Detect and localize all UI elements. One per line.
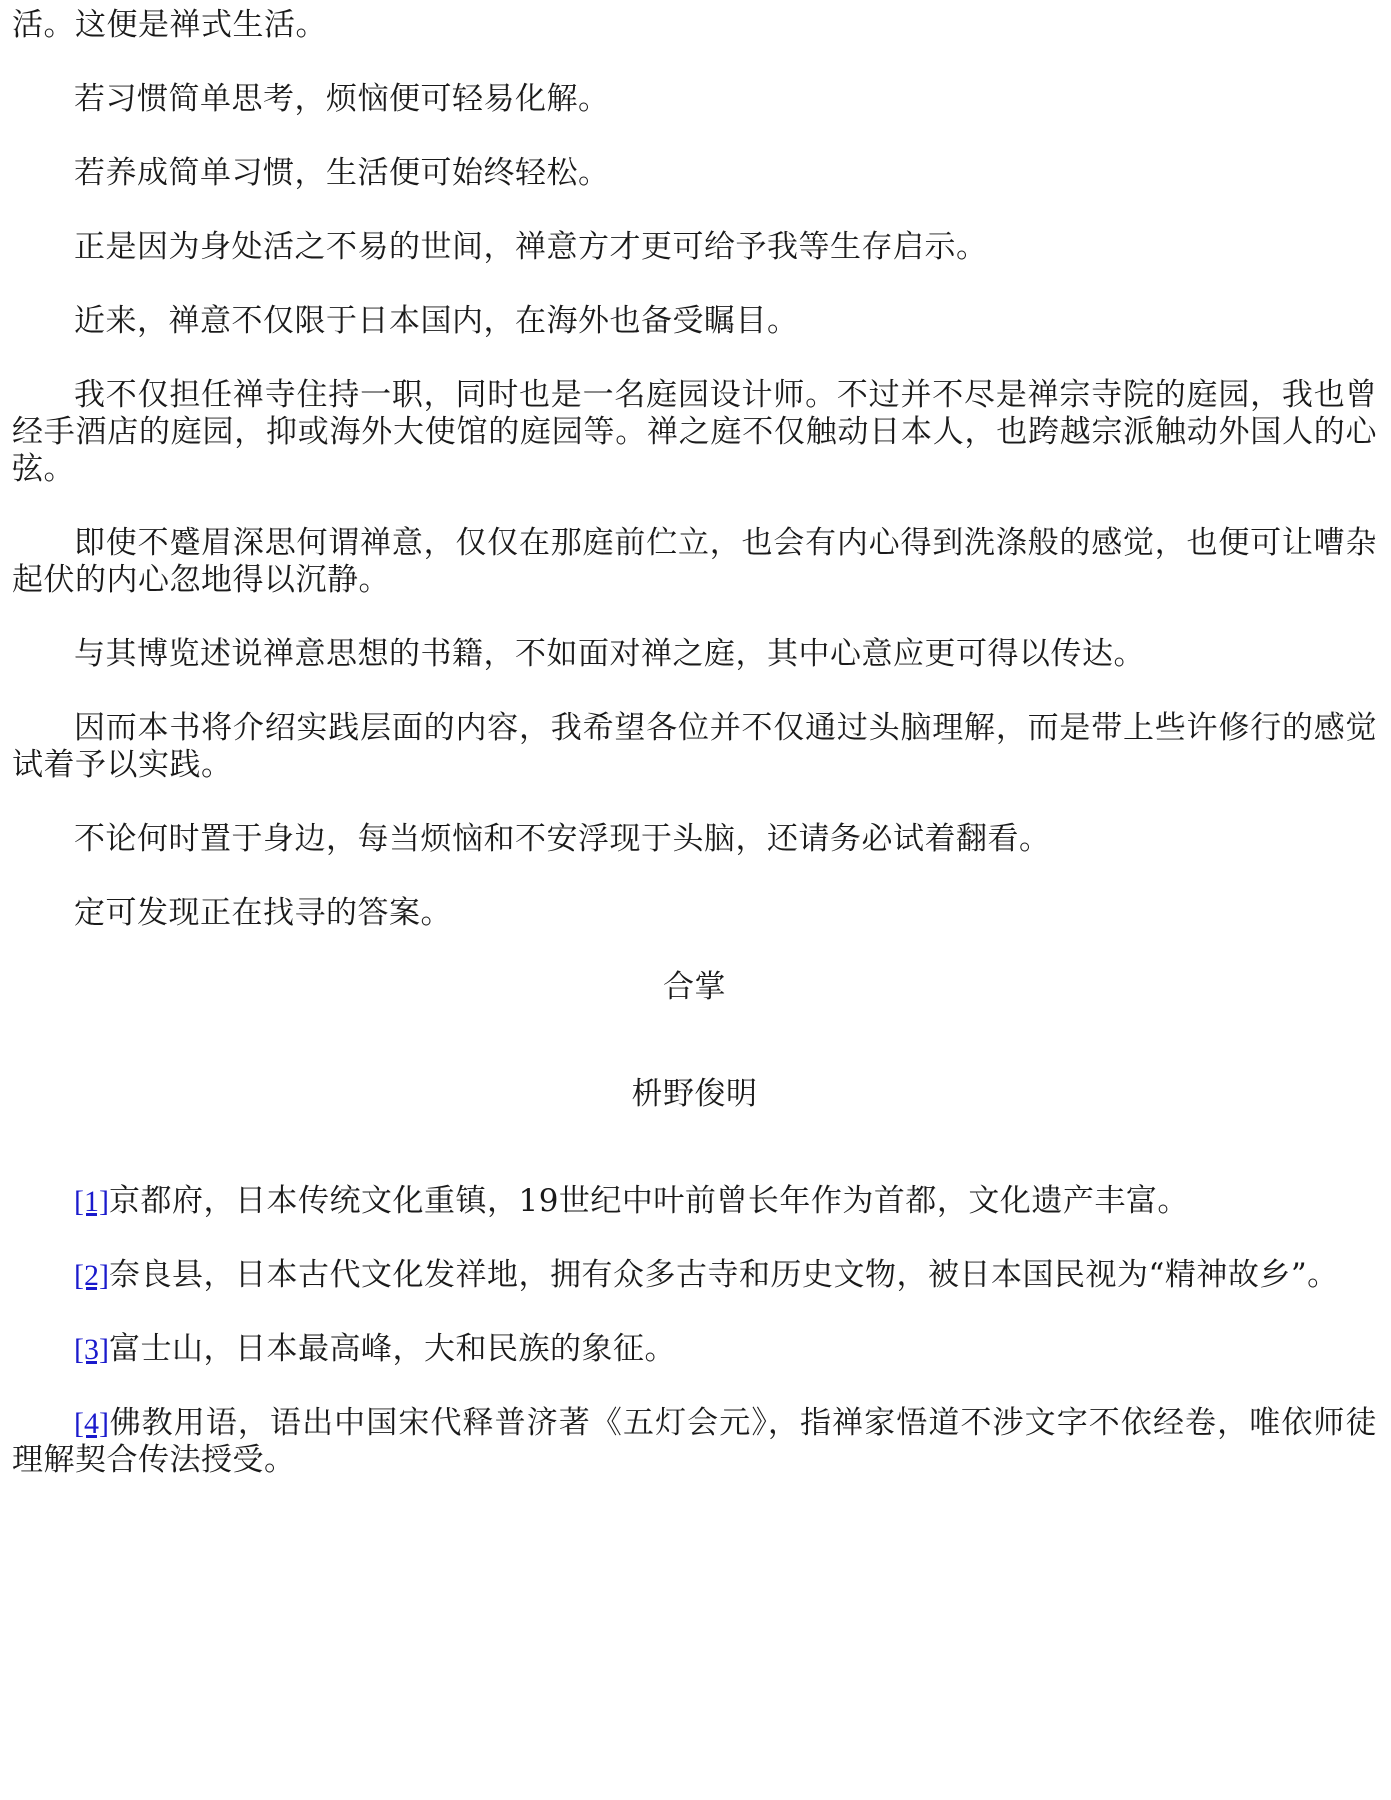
paragraph: 我不仅担任禅寺住持一职，同时也是一名庭园设计师。不过并不尽是禅宗寺院的庭园，我也曾经手酒店的庭园，抑或海外大使馆的庭园等。禅之庭不仅触动日本人，也跨越宗派触动外国人的心弦。 xyxy=(12,377,1377,487)
document-page xyxy=(12,0,1377,1479)
paragraph: 近来，禅意不仅限于日本国内，在海外也备受瞩目。 xyxy=(74,303,799,339)
footnote-text: 富士山，日本最高峰，大和民族的象征。 xyxy=(108,1331,676,1367)
signoff: 合掌 xyxy=(663,969,726,1005)
footnote-link[interactable]: [4] xyxy=(74,1407,109,1440)
paragraph: 与其博览述说禅意思想的书籍，不如面对禅之庭，其中心意应更可得以传达。 xyxy=(74,636,1145,672)
paragraph: 即使不蹙眉深思何谓禅意，仅仅在那庭前伫立，也会有内心得到洗涤般的感觉，也便可让嘈杂起伏的内心忽地得以沉静。 xyxy=(12,525,1377,598)
footnote-link[interactable]: [3] xyxy=(74,1333,109,1366)
footnote-item xyxy=(12,1405,1377,1479)
footnote-item xyxy=(12,1183,1377,1220)
footnote-text: 佛教用语，语出中国宋代释普济著《五灯会元》，指禅家悟道不涉文字不依经卷，唯依师徒理解契合传法授受。 xyxy=(12,1405,1377,1478)
footnote-link[interactable]: [1] xyxy=(74,1185,109,1218)
footnote-item xyxy=(12,1331,1377,1368)
footnotes xyxy=(12,1183,1377,1479)
body-text xyxy=(12,7,1377,932)
paragraph: 不论何时置于身边，每当烦恼和不安浮现于头脑，还请务必试着翻看。 xyxy=(74,821,1051,857)
paragraph: 若养成简单习惯，生活便可始终轻松。 xyxy=(74,155,610,191)
author-name: 枡野俊明 xyxy=(631,1076,758,1112)
footnote-item xyxy=(12,1257,1377,1294)
footnote-text: 京都府，日本传统文化重镇，19世纪中叶前曾长年作为首都，文化遗产丰富。 xyxy=(108,1183,1189,1219)
footnote-text: 奈良县，日本古代文化发祥地，拥有众多古寺和历史文物，被日本国民视为“精神故乡”。 xyxy=(108,1257,1339,1293)
paragraph: 因而本书将介绍实践层面的内容，我希望各位并不仅通过头脑理解，而是带上些许修行的感觉试着予以实践。 xyxy=(12,710,1377,783)
paragraph: 若习惯简单思考，烦恼便可轻易化解。 xyxy=(74,81,610,117)
paragraph: 活。这便是禅式生活。 xyxy=(12,7,327,43)
paragraph: 正是因为身处活之不易的世间，禅意方才更可给予我等生存启示。 xyxy=(74,229,988,265)
paragraph: 定可发现正在找寻的答案。 xyxy=(74,895,452,931)
footnote-link[interactable]: [2] xyxy=(74,1259,109,1292)
